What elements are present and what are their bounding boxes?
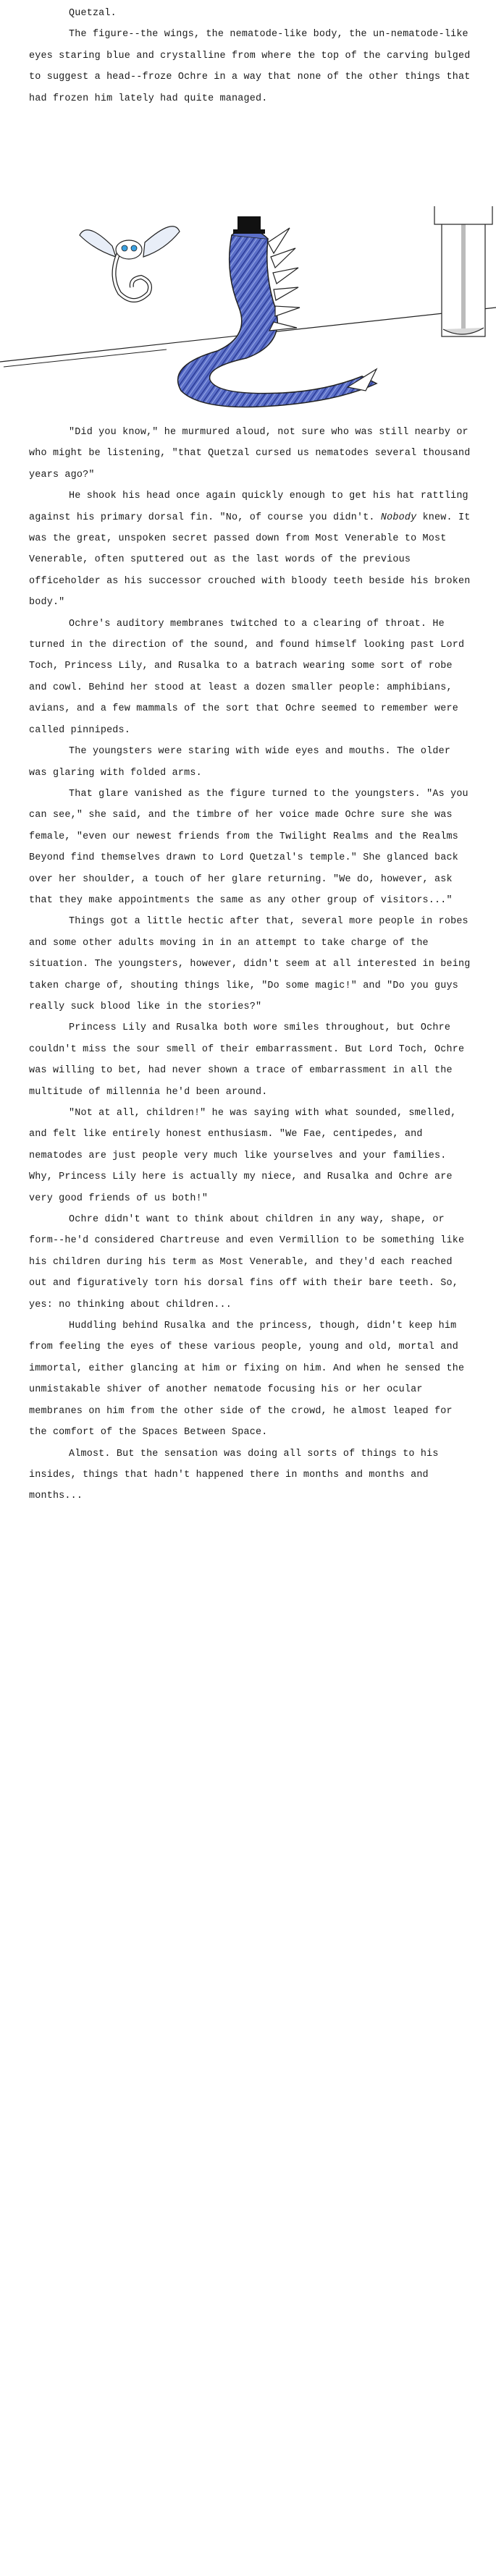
nematode-ochre-figure <box>178 216 377 407</box>
paragraph: Huddling behind Rusalka and the princess, though, didn't keep him from feeling the eyes of these various people, young and old, mortal and immortal, either glancing at him or fixing on him. And when he sensed the unmistakable shiver of another nematode focusing his or her ocular membranes on him from the other side of the crowd, he almost leaped for the comfort of the Spaces Between Space. <box>29 1321 465 1439</box>
paragraph: Things got a little hectic after that, several more people in robes and some other adults moving in in an attempt to take charge of the situation. The youngsters, however, didn't seem at all interested in being taken charge of, shouting things like, "Do some magic!" and "Do you guys really suck blood like in the stories?" <box>29 916 471 1012</box>
paragraph: He shook his head once again quickly enough to get his hat rattling against his primary dorsal fin. "No, of course you didn't. Nobody knew. It was the great, unspoken secret passed down from Most Venerable to Most Venerable, often sputtered out as the last words of the previous officeholder as his successor crouched with bloody teeth beside his broken body." <box>29 491 471 609</box>
paragraph: That glare vanished as the figure turned to the youngsters. "As you can see," she said, and the timbre of her voice made Ochre sure she was female, "even our newest friends from the Twilight Realms and the Realms Beyond find themselves drawn to Lord Quetzal's temple." She glanced back over her shoulder, a touch of her glare returning. "We do, however, ask that they make appointments the same as any other group of visitors..." <box>29 788 468 906</box>
paragraph: The youngsters were staring with wide eyes and mouths. The older was glaring with folded arms. <box>29 746 451 779</box>
winged-nematode-figure <box>80 226 180 300</box>
emphasis: Nobody <box>380 512 417 523</box>
quetzal-carving-illustration <box>0 206 496 423</box>
paragraph: Quetzal. <box>69 8 117 19</box>
text-block-top <box>29 3 471 109</box>
text-block-main <box>29 422 471 1507</box>
paragraph: "Not at all, children!" he was saying with what sounded, smelled, and felt like entirely honest enthusiasm. "We Fae, centipedes, and nematodes are just people very much like yourselves and your families. Why, Princess Lily here is actually my niece, and Rusalka and Ochre are very good friends of us both!" <box>29 1108 457 1204</box>
paragraph: "Did you know," he murmured aloud, not sure who was still nearby or who might be listening, "that Quetzal cursed us nematodes several thousand years ago?" <box>29 427 471 480</box>
paragraph: Ochre's auditory membranes twitched to a clearing of throat. He turned in the direction of the sound, and found himself looking past Lord Toch, Princess Lily, and Rusalka to a batrach wearing some sort of robe and cowl. Behind her stood at least a dozen smaller people: amphibians, avians, and a few mammals of the sort that Ochre seemed to remember were called pinnipeds. <box>29 618 465 736</box>
paragraph: Ochre didn't want to think about children in any way, shape, or form--he'd considered Chartreuse and even Vermillion to be something like his children during his term as Most Venerable, and they'd each reached out and figuratively torn his dorsal fins off with their bare teeth. So, yes: no thinking about children... <box>29 1214 465 1310</box>
paragraph: Princess Lily and Rusalka both wore smiles throughout, but Ochre couldn't miss the sour smell of their embarrassment. But Lord Toch, Ochre was willing to bet, had never shown a trace of embarrassment in all the multitude of millennia he'd been around. <box>29 1022 465 1098</box>
pillar <box>434 206 492 336</box>
paragraph: Almost. But the sensation was doing all sorts of things to his insides, things that hadn't happened there in months and months and months... <box>29 1448 439 1502</box>
paragraph: The figure--the wings, the nematode-like body, the un-nematode-like eyes staring blue and crystalline from where the top of the carving bulged to suggest a head--froze Ochre in a way that none of the other things that had frozen him lately had quite managed. <box>29 29 471 104</box>
